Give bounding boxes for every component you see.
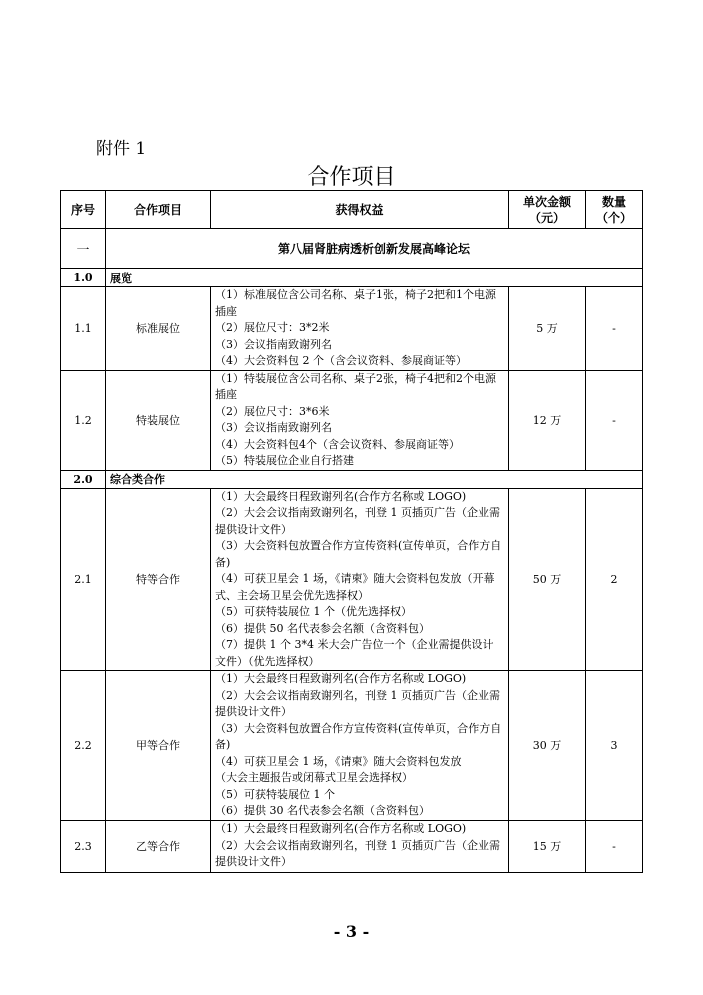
row-price: 15 万	[509, 820, 586, 872]
forum-name: 第八届肾脏病透析创新发展高峰论坛	[106, 229, 643, 269]
row-seq: 1.2	[61, 370, 106, 470]
header-price-line2: （元）	[528, 210, 565, 225]
benefit-line: （3）会议指南致谢列名	[215, 337, 332, 351]
row-item: 特装展位	[106, 370, 211, 470]
benefit-line: （4）大会资料包4个（含会议资料、参展商证等）	[215, 437, 460, 451]
benefit-line: （1）标准展位含公司名称、桌子1张，椅子2把和1个电源插座	[215, 288, 496, 318]
benefit-line: （1）大会最终日程致谢列名(合作方名称或 LOGO)	[215, 489, 467, 503]
benefit-line: （大会主题报告或闭幕式卫星会选择权）	[215, 771, 413, 784]
row-seq: 1.1	[61, 287, 106, 371]
header-price	[509, 191, 586, 229]
benefit-line: （1）大会最终日程致谢列名(合作方名称或 LOGO)	[215, 672, 467, 685]
benefit-line: （6）提供 50 名代表参会名额（含资料包）	[215, 621, 430, 635]
row-seq: 2.2	[61, 671, 106, 821]
benefit-line: （2）大会会议指南致谢列名，刊登 1 页插页广告（企业需提供设计文件）	[215, 838, 500, 869]
page-number: - 3 -	[333, 922, 370, 941]
benefit-line: （2）大会会议指南致谢列名，刊登 1 页插页广告（企业需提供设计文件）	[215, 688, 500, 718]
row-benefits	[211, 820, 509, 872]
row-price: 30 万	[509, 671, 586, 821]
row-price: 50 万	[509, 488, 586, 671]
header-qty	[586, 191, 643, 229]
header-qty-line1: 数量	[601, 194, 626, 209]
header-benefits: 获得权益	[211, 191, 509, 229]
section-name: 展览	[106, 269, 643, 287]
benefit-line: （1）大会最终日程致谢列名(合作方名称或 LOGO)	[215, 822, 467, 836]
benefit-line: （2）大会会议指南致谢列名，刊登 1 页插页广告（企业需提供设计文件）	[215, 506, 500, 536]
cooperation-table	[60, 190, 643, 873]
benefit-line: （1）特装展位含公司名称、桌子2张，椅子4把和2个电源插座	[215, 371, 496, 401]
header-seq: 序号	[61, 191, 106, 229]
section-row-exhibition	[61, 269, 643, 287]
benefit-line: （5）可获特装展位 1 个	[215, 787, 335, 801]
benefit-line: （3）大会资料包放置合作方宣传资料(宣传单页，合作方自备)	[215, 539, 502, 569]
table-row	[61, 671, 643, 821]
benefit-line: （4）大会资料包 2 个（含会议资料、参展商证等）	[215, 354, 467, 367]
table-row	[61, 488, 643, 671]
benefit-line: （4）可获卫星会 1 场，《请柬》随大会资料包发放（开幕式、主会场卫星会优先选择权）	[215, 572, 495, 602]
header-price-line1: 单次金额	[522, 194, 571, 209]
row-qty: -	[586, 370, 643, 470]
section-name: 综合类合作	[106, 470, 643, 488]
benefit-line: （2）展位尺寸：3*2米	[215, 321, 330, 334]
section-row-comprehensive	[61, 470, 643, 488]
row-price: 12 万	[509, 370, 586, 470]
table-header-row	[61, 191, 643, 229]
forum-row	[61, 229, 643, 269]
benefit-line: （5）特装展位企业自行搭建	[215, 454, 354, 467]
section-seq: 2.0	[61, 470, 106, 488]
row-benefits	[211, 370, 509, 470]
row-benefits	[211, 488, 509, 671]
table-row	[61, 820, 643, 872]
section-seq: 1.0	[61, 269, 106, 287]
row-qty: 2	[586, 488, 643, 671]
benefit-line: （7）提供 1 个 3*4 米大会广告位一个（企业需提供设计文件）（优先选择权）	[215, 638, 494, 668]
row-qty: -	[586, 820, 643, 872]
benefit-line: （4）可获卫星会 1 场，《请柬》随大会资料包发放	[215, 754, 462, 768]
benefit-line: （5）可获特装展位 1 个（优先选择权）	[215, 605, 412, 618]
row-qty: -	[586, 287, 643, 371]
row-price: 5 万	[509, 287, 586, 371]
row-item: 乙等合作	[106, 820, 211, 872]
header-item: 合作项目	[106, 191, 211, 229]
row-item: 标准展位	[106, 287, 211, 371]
page-title: 合作项目	[307, 165, 396, 190]
row-seq: 2.1	[61, 488, 106, 671]
forum-seq: 一	[61, 229, 106, 269]
benefit-line: （6）提供 30 名代表参会名额（含资料包）	[215, 804, 430, 817]
table-row	[61, 370, 643, 470]
header-qty-line2: （个）	[595, 210, 632, 225]
row-item: 甲等合作	[106, 671, 211, 821]
table-row	[61, 287, 643, 371]
row-qty: 3	[586, 671, 643, 821]
benefit-line: （2）展位尺寸：3*6米	[215, 404, 330, 418]
benefit-line: （3）大会资料包放置合作方宣传资料(宣传单页，合作方自备)	[215, 721, 502, 751]
benefit-line: （3）会议指南致谢列名	[215, 421, 332, 434]
row-benefits	[211, 287, 509, 371]
row-item: 特等合作	[106, 488, 211, 671]
row-benefits	[211, 671, 509, 821]
row-seq: 2.3	[61, 820, 106, 872]
attachment-label: 附件 1	[96, 139, 147, 159]
